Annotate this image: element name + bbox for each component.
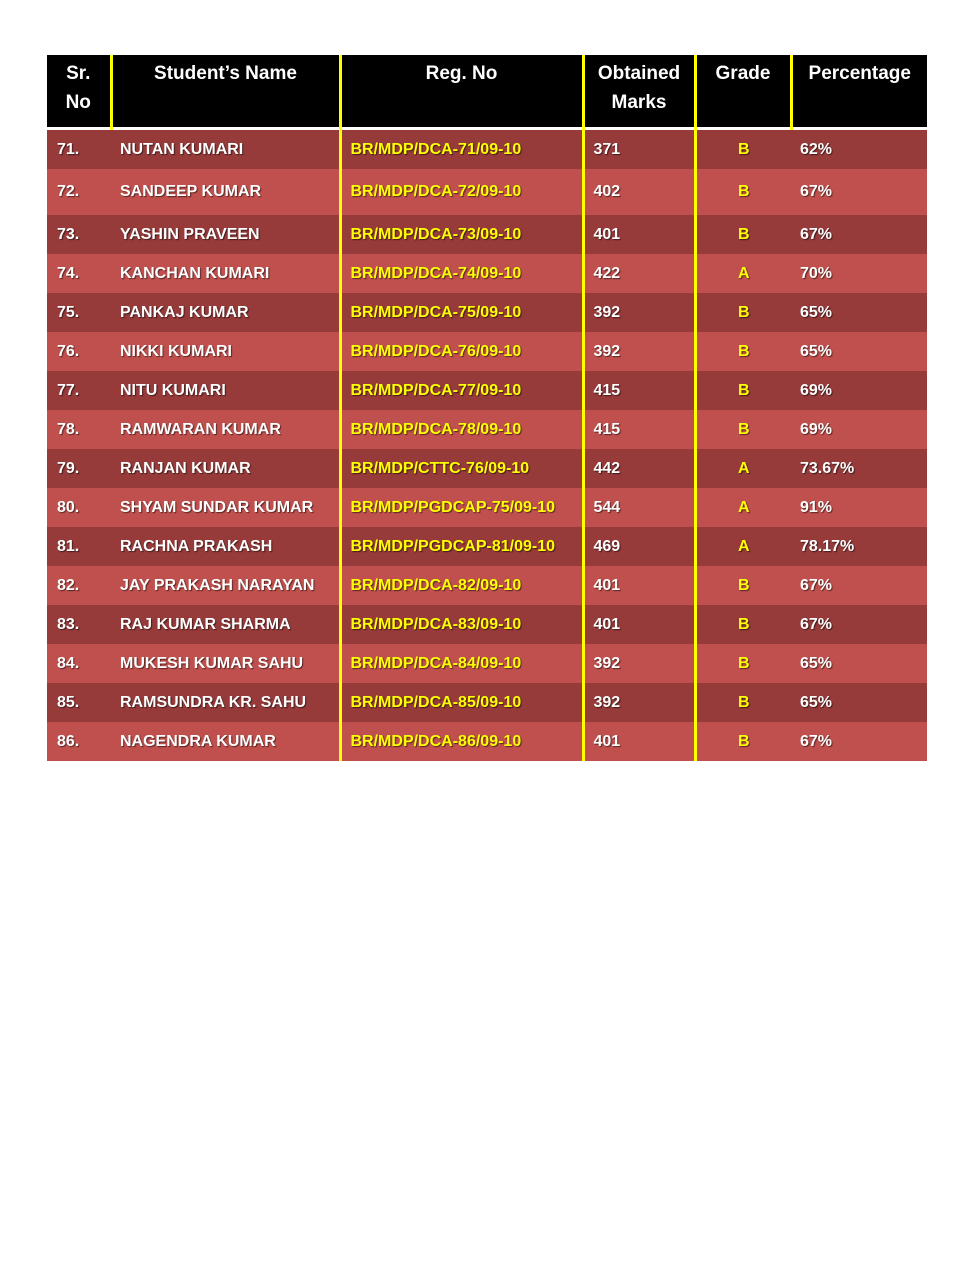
- cell-percentage: 91%: [791, 488, 927, 527]
- header-reg-no: Reg. No: [340, 55, 583, 129]
- cell-percentage: 67%: [791, 169, 927, 215]
- cell-marks: 402: [583, 169, 695, 215]
- cell-marks: 392: [583, 683, 695, 722]
- cell-sr-no: 81.: [47, 527, 111, 566]
- cell-percentage: 67%: [791, 215, 927, 254]
- cell-percentage: 78.17%: [791, 527, 927, 566]
- cell-reg-no: BR/MDP/CTTC-76/09-10: [340, 449, 583, 488]
- cell-marks: 401: [583, 215, 695, 254]
- cell-sr-no: 78.: [47, 410, 111, 449]
- table-row: [47, 254, 927, 293]
- table-row: [47, 215, 927, 254]
- cell-grade: B: [695, 410, 791, 449]
- cell-sr-no: 76.: [47, 332, 111, 371]
- cell-marks: 392: [583, 293, 695, 332]
- cell-student-name: PANKAJ KUMAR: [111, 293, 340, 332]
- header-percentage: Percentage: [791, 55, 927, 129]
- table-row: [47, 169, 927, 215]
- cell-sr-no: 73.: [47, 215, 111, 254]
- cell-percentage: 69%: [791, 410, 927, 449]
- table-row: [47, 722, 927, 761]
- cell-marks: 415: [583, 410, 695, 449]
- cell-sr-no: 74.: [47, 254, 111, 293]
- header-sr-line1: Sr.: [66, 63, 91, 84]
- cell-reg-no: BR/MDP/DCA-85/09-10: [340, 683, 583, 722]
- cell-sr-no: 79.: [47, 449, 111, 488]
- cell-percentage: 69%: [791, 371, 927, 410]
- cell-student-name: RACHNA PRAKASH: [111, 527, 340, 566]
- table-row: [47, 129, 927, 170]
- header-marks-line2: Marks: [611, 92, 667, 113]
- cell-reg-no: BR/MDP/DCA-71/09-10: [340, 129, 583, 170]
- cell-sr-no: 85.: [47, 683, 111, 722]
- header-student-name: Student’s Name: [111, 55, 340, 129]
- cell-sr-no: 75.: [47, 293, 111, 332]
- table-row: [47, 644, 927, 683]
- cell-student-name: NITU KUMARI: [111, 371, 340, 410]
- cell-percentage: 65%: [791, 293, 927, 332]
- cell-reg-no: BR/MDP/DCA-72/09-10: [340, 169, 583, 215]
- table-row: [47, 410, 927, 449]
- cell-grade: A: [695, 488, 791, 527]
- table-row: [47, 683, 927, 722]
- table-row: [47, 566, 927, 605]
- cell-percentage: 70%: [791, 254, 927, 293]
- cell-student-name: NAGENDRA KUMAR: [111, 722, 340, 761]
- table-row: [47, 605, 927, 644]
- cell-grade: B: [695, 332, 791, 371]
- cell-grade: B: [695, 129, 791, 170]
- cell-percentage: 67%: [791, 566, 927, 605]
- cell-student-name: NUTAN KUMARI: [111, 129, 340, 170]
- cell-grade: B: [695, 605, 791, 644]
- cell-reg-no: BR/MDP/DCA-86/09-10: [340, 722, 583, 761]
- cell-grade: A: [695, 254, 791, 293]
- cell-student-name: SANDEEP KUMAR: [111, 169, 340, 215]
- table-row: [47, 527, 927, 566]
- cell-sr-no: 83.: [47, 605, 111, 644]
- cell-marks: 401: [583, 722, 695, 761]
- cell-grade: B: [695, 371, 791, 410]
- header-obtained-marks: [583, 55, 695, 129]
- cell-student-name: MUKESH KUMAR SAHU: [111, 644, 340, 683]
- cell-student-name: JAY PRAKASH NARAYAN: [111, 566, 340, 605]
- cell-reg-no: BR/MDP/DCA-74/09-10: [340, 254, 583, 293]
- header-row: [47, 55, 927, 129]
- cell-reg-no: BR/MDP/PGDCAP-75/09-10: [340, 488, 583, 527]
- cell-marks: 442: [583, 449, 695, 488]
- cell-reg-no: BR/MDP/DCA-82/09-10: [340, 566, 583, 605]
- cell-percentage: 62%: [791, 129, 927, 170]
- cell-grade: B: [695, 293, 791, 332]
- results-table: [47, 55, 927, 761]
- cell-student-name: YASHIN PRAVEEN: [111, 215, 340, 254]
- cell-student-name: RAMWARAN KUMAR: [111, 410, 340, 449]
- cell-grade: B: [695, 722, 791, 761]
- cell-grade: B: [695, 683, 791, 722]
- cell-percentage: 67%: [791, 605, 927, 644]
- cell-percentage: 65%: [791, 332, 927, 371]
- cell-percentage: 67%: [791, 722, 927, 761]
- cell-reg-no: BR/MDP/DCA-75/09-10: [340, 293, 583, 332]
- cell-grade: A: [695, 527, 791, 566]
- cell-reg-no: BR/MDP/DCA-84/09-10: [340, 644, 583, 683]
- cell-student-name: NIKKI KUMARI: [111, 332, 340, 371]
- header-sr-no: [47, 55, 111, 129]
- cell-percentage: 65%: [791, 683, 927, 722]
- cell-student-name: RAMSUNDRA KR. SAHU: [111, 683, 340, 722]
- cell-sr-no: 72.: [47, 169, 111, 215]
- cell-student-name: RANJAN KUMAR: [111, 449, 340, 488]
- cell-percentage: 65%: [791, 644, 927, 683]
- cell-marks: 392: [583, 332, 695, 371]
- cell-reg-no: BR/MDP/DCA-77/09-10: [340, 371, 583, 410]
- cell-student-name: RAJ KUMAR SHARMA: [111, 605, 340, 644]
- table-row: [47, 293, 927, 332]
- cell-reg-no: BR/MDP/DCA-78/09-10: [340, 410, 583, 449]
- cell-marks: 401: [583, 566, 695, 605]
- header-sr-line2: No: [65, 92, 91, 113]
- cell-reg-no: BR/MDP/DCA-76/09-10: [340, 332, 583, 371]
- cell-marks: 401: [583, 605, 695, 644]
- cell-marks: 422: [583, 254, 695, 293]
- table-row: [47, 371, 927, 410]
- cell-grade: B: [695, 169, 791, 215]
- cell-marks: 392: [583, 644, 695, 683]
- table-row: [47, 449, 927, 488]
- cell-grade: B: [695, 644, 791, 683]
- header-marks-line1: Obtained: [597, 63, 681, 84]
- cell-student-name: KANCHAN KUMARI: [111, 254, 340, 293]
- cell-marks: 415: [583, 371, 695, 410]
- cell-reg-no: BR/MDP/DCA-73/09-10: [340, 215, 583, 254]
- cell-grade: A: [695, 449, 791, 488]
- cell-marks: 469: [583, 527, 695, 566]
- cell-marks: 371: [583, 129, 695, 170]
- table-row: [47, 332, 927, 371]
- cell-marks: 544: [583, 488, 695, 527]
- cell-sr-no: 80.: [47, 488, 111, 527]
- cell-reg-no: BR/MDP/DCA-83/09-10: [340, 605, 583, 644]
- cell-student-name: SHYAM SUNDAR KUMAR: [111, 488, 340, 527]
- table-row: [47, 488, 927, 527]
- cell-percentage: 73.67%: [791, 449, 927, 488]
- cell-sr-no: 71.: [47, 129, 111, 170]
- cell-sr-no: 86.: [47, 722, 111, 761]
- cell-sr-no: 82.: [47, 566, 111, 605]
- cell-grade: B: [695, 566, 791, 605]
- header-grade: Grade: [695, 55, 791, 129]
- cell-reg-no: BR/MDP/PGDCAP-81/09-10: [340, 527, 583, 566]
- cell-sr-no: 84.: [47, 644, 111, 683]
- cell-grade: B: [695, 215, 791, 254]
- cell-sr-no: 77.: [47, 371, 111, 410]
